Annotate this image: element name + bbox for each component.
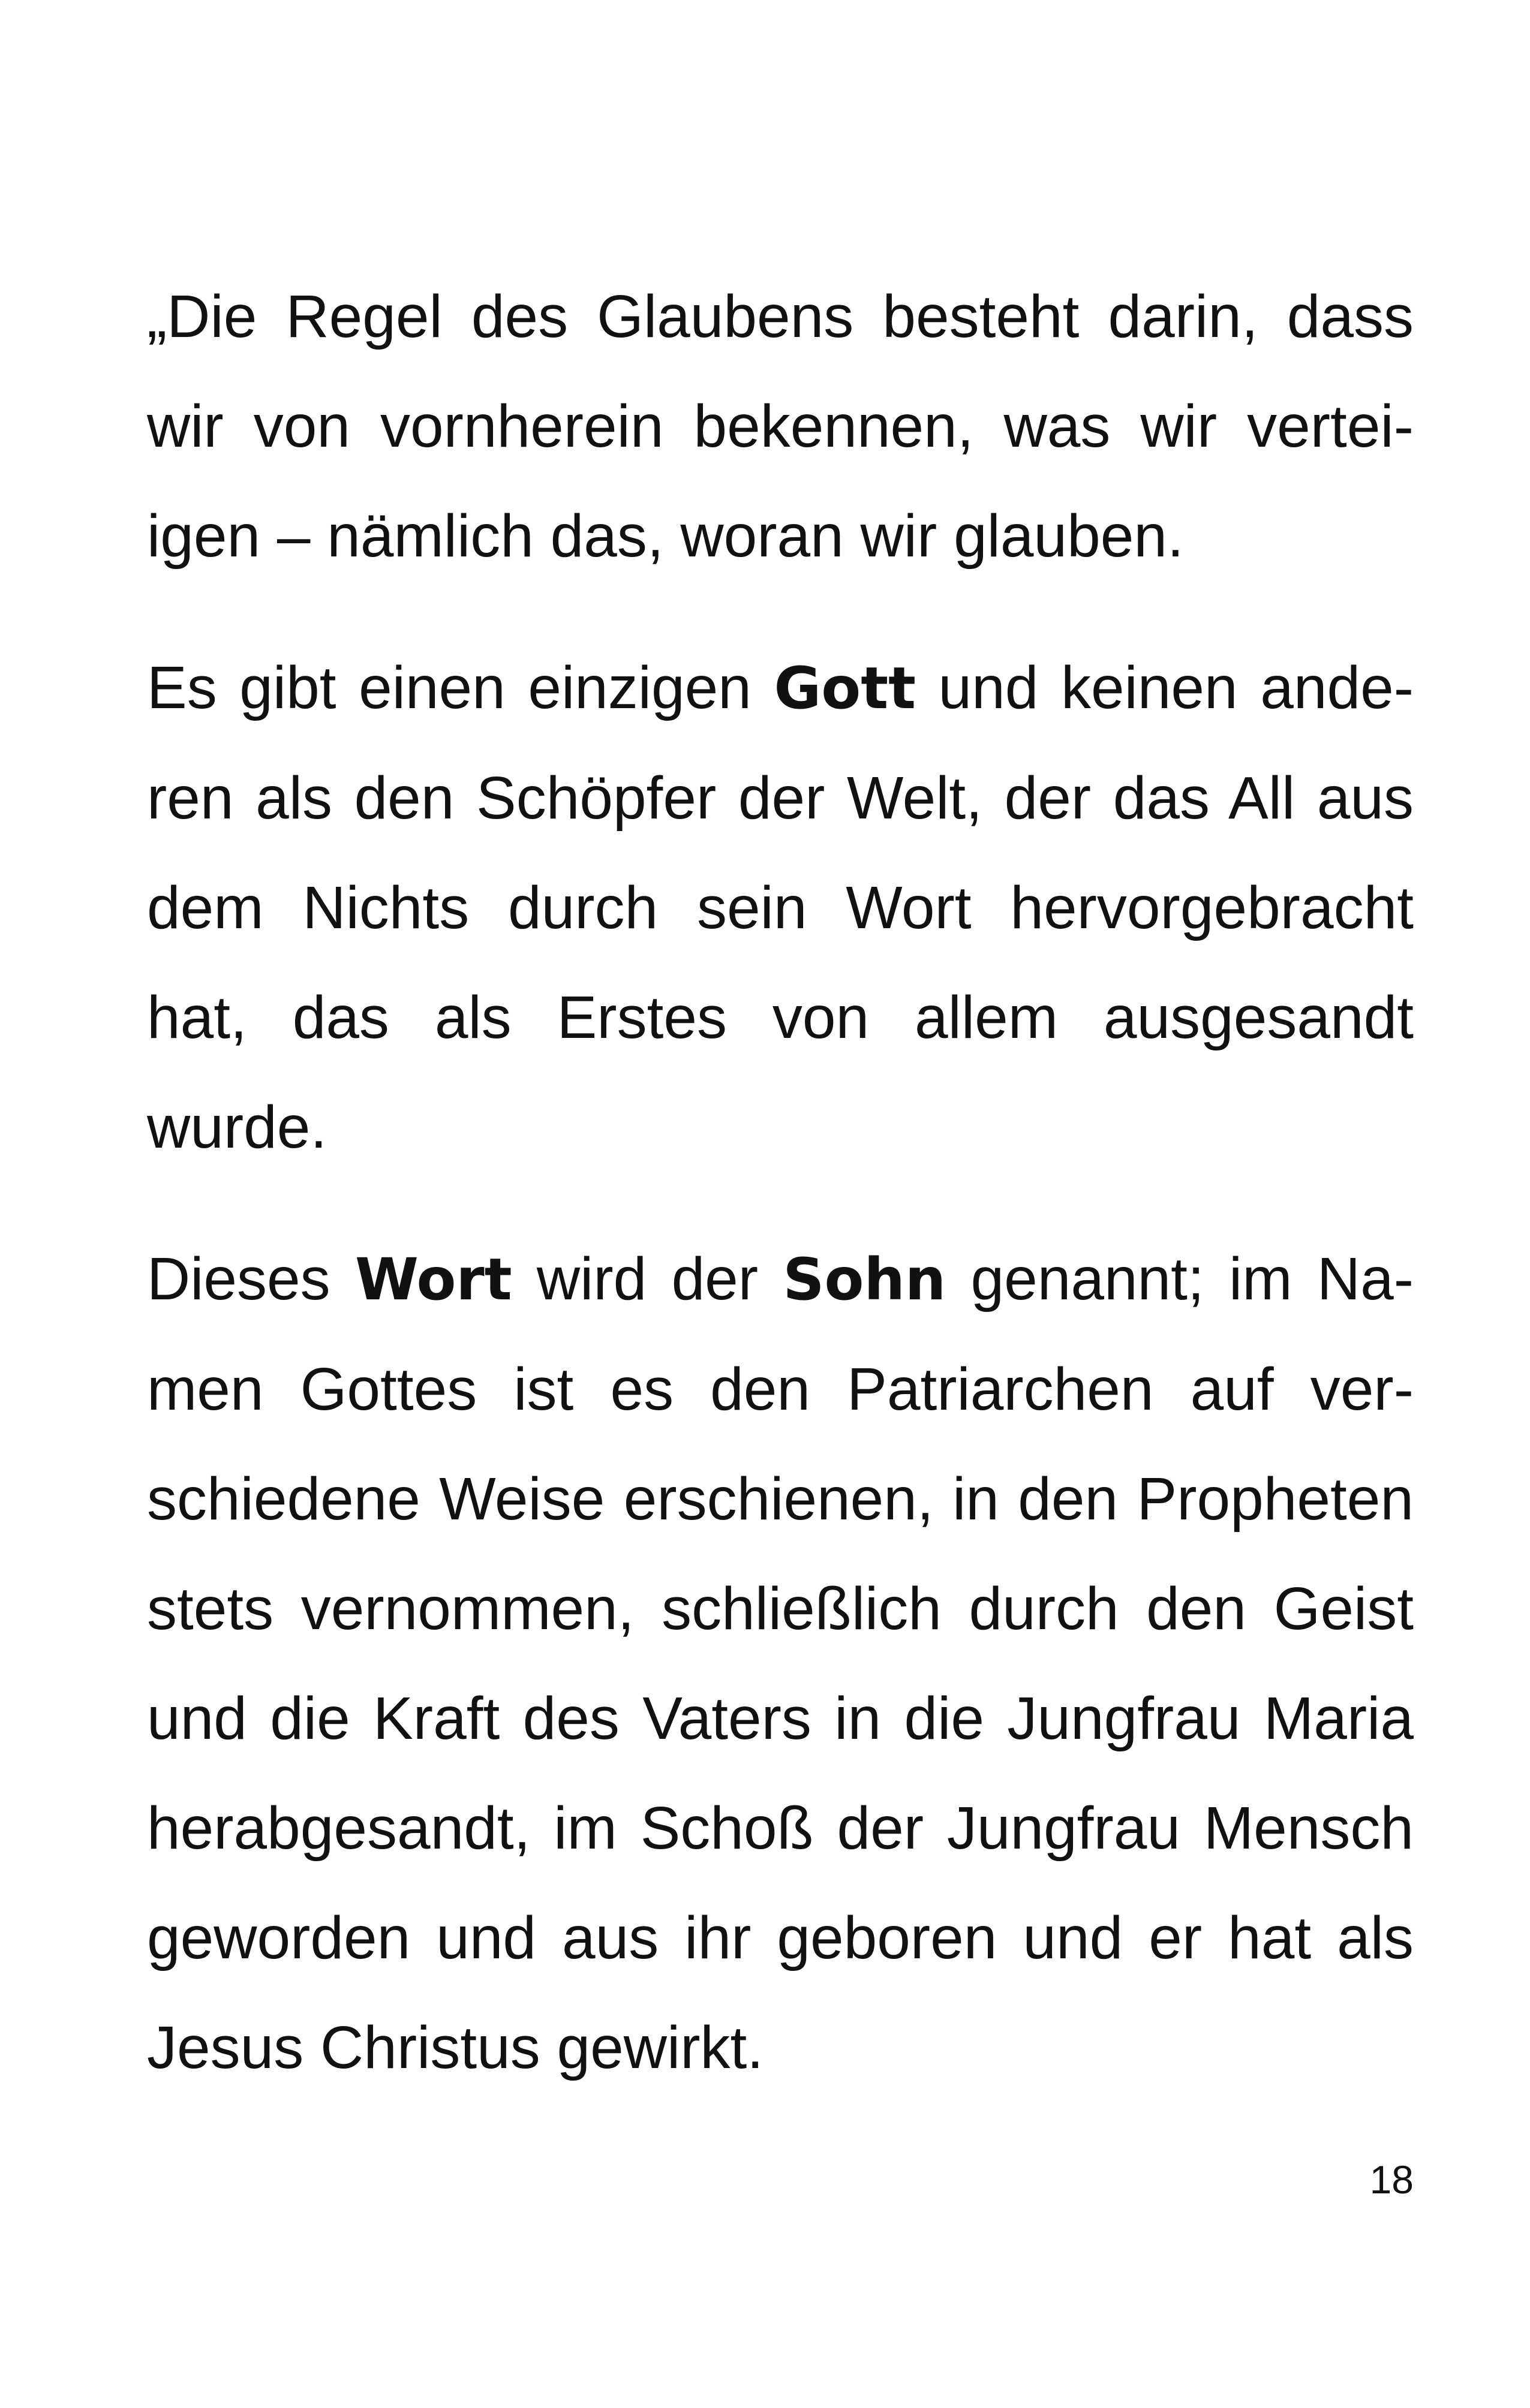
paragraph-1 — [147, 262, 1414, 591]
page-body — [147, 262, 1414, 2145]
paragraph-3-text-a: Dieses — [147, 1245, 355, 1313]
paragraph-1-text: „Die Regel des Glaubens besteht darin, dass wir von vornherein bekennen, was wir verteiigen – nämlich das, woran wir glauben. — [147, 283, 1414, 570]
paragraph-3-text-b: wird der — [512, 1245, 783, 1313]
emphasis-sohn: Sohn — [783, 1246, 946, 1313]
emphasis-gott: Gott — [774, 655, 916, 722]
paragraph-2-text-b: und keinen anderen als den Schöpfer der Welt, der das All aus dem Nichts durch sein Wort hervorgebracht hat, das als Erstes von allem ausgesandt wurde. — [147, 654, 1414, 1161]
emphasis-wort: Wort — [354, 1246, 512, 1313]
paragraph-3 — [147, 1224, 1414, 2103]
paragraph-3-text-c: genannt; im Namen Gottes ist es den Patriarchen auf verschiedene Weise erschienen, in den Propheten stets vernommen, schließlich durch den Geist und die Kraft des Vaters in die Jungfrau Maria herabgesandt, im Schoß der Jungfrau Mensch geworden und aus ihr geboren und er hat als Jesus Christus gewirkt. — [147, 1245, 1414, 2081]
paragraph-2 — [147, 633, 1414, 1182]
paragraph-2-text-a: Es gibt einen einzigen — [147, 654, 774, 721]
page-number: 18 — [1369, 2157, 1414, 2202]
